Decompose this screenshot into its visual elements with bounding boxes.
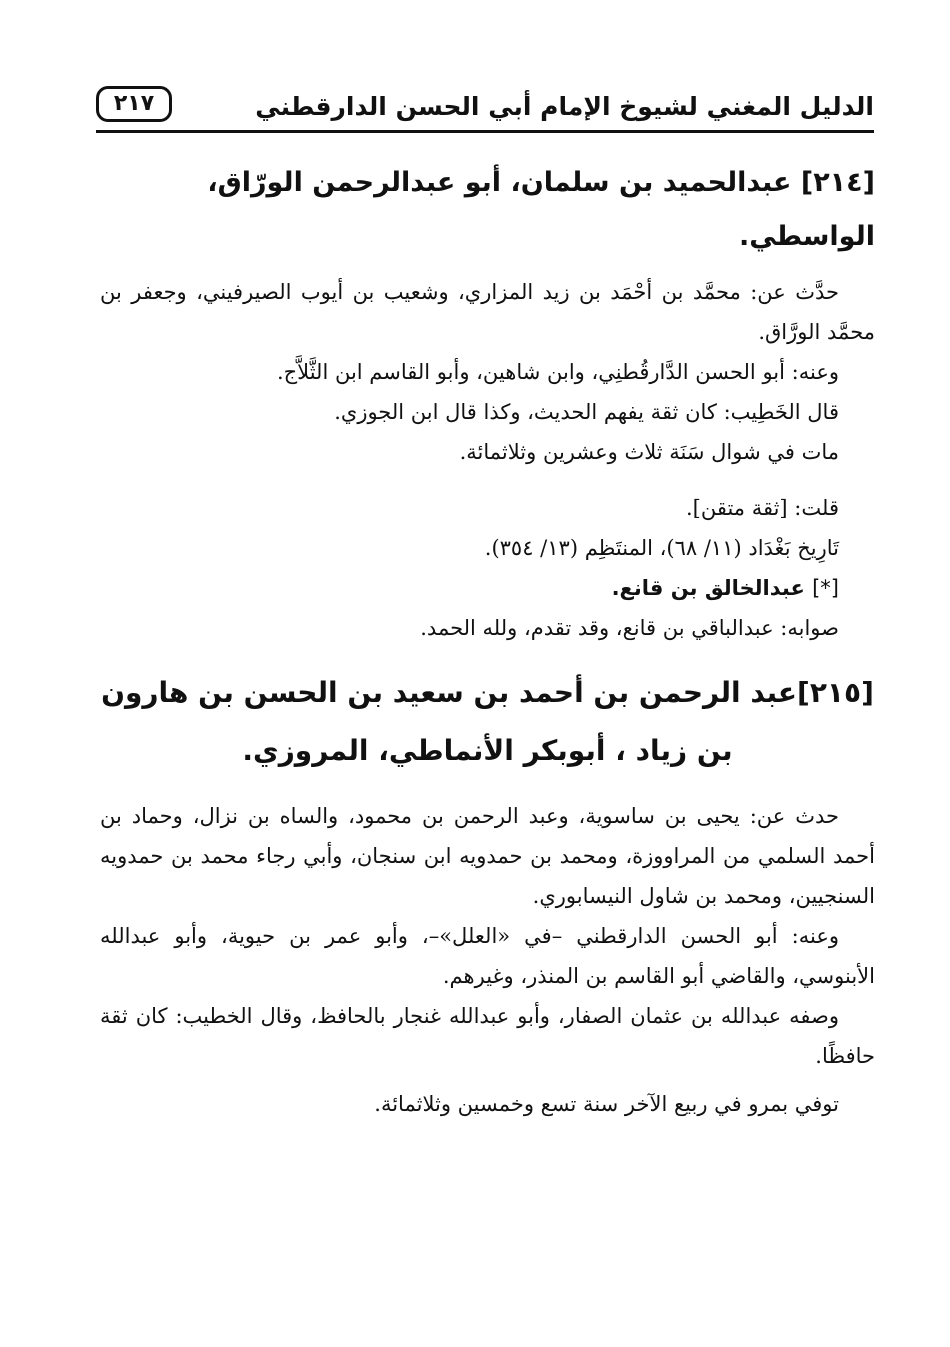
cross-reference-name: عبدالخالق بن قانع. xyxy=(611,576,805,600)
entry-name: عبد الرحمن بن أحمد بن سعيد بن الحسن بن هارون بن زياد ، أبوبكر الأنماطي، المروزي. xyxy=(101,676,798,767)
sources-paragraph: تَارِيخ بَغْدَاد (١١/ ٦٨)، المنتَظِم (١٣/ ٣٥٤). xyxy=(484,536,839,560)
page-number-frame xyxy=(96,86,172,122)
teachers-paragraph: حدث عن: يحيى بن ساسوية، وعبد الرحمن بن محمود، والساه بن نزال، وحماد بن أحمد السلمي من المراووزة، ومحمد بن حمدويه ابن سنجان، وأبي رجاء محمد بن حمدويه السنجيين، ومحمد بن شاول النيسابوري. xyxy=(100,804,875,908)
page-number: ٢١٧ xyxy=(113,91,155,116)
header-rule xyxy=(96,130,874,133)
entry-title xyxy=(100,156,875,264)
praise-paragraph: وصفه عبدالله بن عثمان الصفار، وأبو عبدالله غنجار بالحافظ، وقال الخطيب: كان ثقة حافظًا. xyxy=(100,1004,875,1068)
students-paragraph: وعنه: أبو الحسن الدارقطني –في «العلل»–، وأبو عمر بن حيوية، وأبو عبدالله الأبنوسي، والقاضي أبو القاسم بن المنذر، وغيرهم. xyxy=(100,924,875,988)
running-title: الدليل المغني لشيوخ الإمام أبي الحسن الدارقطني xyxy=(255,92,874,121)
khatib-paragraph: قال الخَطِيب: كان ثقة يفهم الحديث، وكذا قال ابن الجوزي. xyxy=(334,400,839,424)
teachers-paragraph: حدَّث عن: محمَّد بن أحْمَد بن زيد المزاري، وشعيب بن أيوب الصيرفيني، وجعفر بن محمَّد الورَّاق. xyxy=(100,280,875,344)
page-header xyxy=(96,84,874,140)
cross-reference xyxy=(100,568,875,608)
correction-paragraph: صوابه: عبدالباقي بن قانع، وقد تقدم، ولله الحمد. xyxy=(420,616,839,640)
entry-name: عبدالحميد بن سلمان، أبو عبدالرحمن الورّاق، الواسطي. xyxy=(207,167,875,252)
verdict-paragraph: قلت: [ثقة متقن]. xyxy=(685,496,839,520)
page-content xyxy=(100,156,875,1124)
entry-number: [٢١٤] xyxy=(800,167,875,198)
death-paragraph: توفي بمرو في ربيع الآخر سنة تسع وخمسين وثلاثمائة. xyxy=(374,1092,839,1116)
students-paragraph: وعنه: أبو الحسن الدَّارقُطنِي، وابن شاهين، وأبو القاسم ابن الثَّلاَّج. xyxy=(276,360,839,384)
entry-title xyxy=(100,664,875,780)
biography-entry xyxy=(100,664,875,1124)
cross-reference-marker: [*] xyxy=(812,576,839,600)
entry-number: [٢١٥] xyxy=(797,676,874,709)
biography-entry xyxy=(100,156,875,648)
death-paragraph: مات في شوال سَنَة ثلاث وعشرين وثلاثمائة. xyxy=(459,440,839,464)
